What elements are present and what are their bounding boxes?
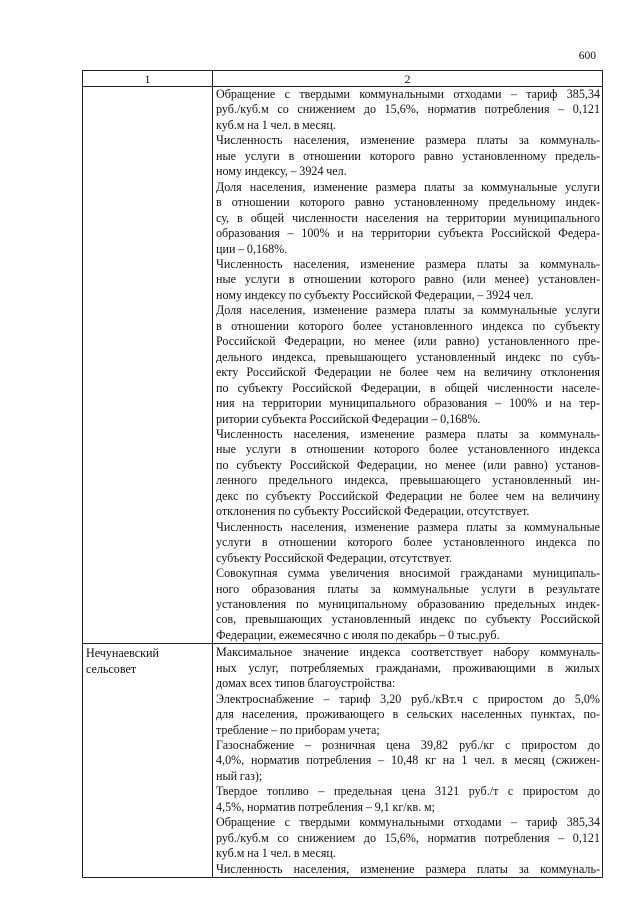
text-line: су, в общей численности населения на территории муниципального xyxy=(216,210,600,225)
text-line: 4,0%, норматив потребления – 10,48 кг на 1 чел. в месяц (сжижен- xyxy=(216,753,600,768)
column-header-2: 2 xyxy=(213,71,603,87)
text-line: Обращение с твердыми коммунальными отходами – тариф 385,34 xyxy=(216,87,600,101)
description-cell xyxy=(213,87,603,644)
text-line: требление – по приборам учета; xyxy=(216,722,380,737)
text-line: Совокупная сумма увеличения вносимой гражданами муниципаль- xyxy=(216,566,600,581)
text-line: ному индексу, – 3924 чел. xyxy=(216,164,347,179)
text-line: 4,5%, норматив потребления – 9,1 кг/кв. м; xyxy=(216,799,435,814)
text-line: отклонения по субъекту Российской Федерации, отсутствует. xyxy=(216,504,530,519)
table-row xyxy=(83,644,603,878)
municipality-cell xyxy=(83,644,213,878)
text-line: Численность населения, изменение размера платы за коммуналь- xyxy=(216,861,600,876)
text-line: для населения, проживающего в сельских населенных пунктах, по- xyxy=(216,707,600,722)
text-line: Численность населения, изменение размера платы за коммуналь- xyxy=(216,256,600,271)
text-line: Федерации, ежемесячно с июля по декабрь – 0 тыс.руб. xyxy=(216,627,500,642)
text-line: ные услуги в отношении которого более установленного индекса xyxy=(216,442,600,457)
text-line: Численность населения, изменение размера платы за коммуналь- xyxy=(216,426,600,441)
text-line: субъекту Российской Федерации, отсутствует. xyxy=(216,550,452,565)
text-line: Максимальное значение индекса соответствует набору коммуналь- xyxy=(216,645,600,660)
description-text xyxy=(216,644,600,877)
text-line: в отношении которого более установленного индекса по субъекту xyxy=(216,318,600,333)
text-line: по субъекту Российской Федерации, в общей численности населе- xyxy=(216,380,600,395)
text-line: в отношении которого равно установленному предельному индек- xyxy=(216,195,600,210)
column-header-1: 1 xyxy=(83,71,213,87)
text-line: ный газ); xyxy=(216,768,263,783)
text-line: ции – 0,168%. xyxy=(216,241,288,256)
text-line: екту Российской Федерации не более чем на величину отклонения xyxy=(216,365,600,380)
text-line: установления по муниципальному образованию предельных индек- xyxy=(216,596,600,611)
text-line: ные услуги в отношении которого равно (или менее) установлен- xyxy=(216,272,600,287)
page-number: 600 xyxy=(578,50,596,62)
text-line: Газоснабжение – розничная цена 39,82 руб./кг с приростом до xyxy=(216,738,600,753)
text-line: по субъекту Российской Федерации, но менее (или равно) установ- xyxy=(216,457,600,472)
text-line: Обращение с твердыми коммунальными отходами – тариф 385,34 xyxy=(216,815,600,830)
text-line: ленного предельного индекса, превышающего установленный ин- xyxy=(216,473,600,488)
table-header-row xyxy=(83,71,603,87)
text-line: услуги в отношении которого более установленного индекса по xyxy=(216,535,600,550)
text-line: руб./куб.м со снижением до 15,6%, норматив потребления – 0,121 xyxy=(216,830,600,845)
text-line: декс по субъекту Российской Федерации не более чем на величину xyxy=(216,488,600,503)
text-line: сов, превышающих установленный индекс по субъекту Российской xyxy=(216,612,600,627)
text-line: ритории субъекта Российской Федерации – 0,168%. xyxy=(216,411,481,426)
text-line: руб./куб.м со снижением до 15,6%, норматив потребления – 0,121 xyxy=(216,102,600,117)
description-cell xyxy=(213,644,603,878)
text-line: Электроснабжение – тариф 3,20 руб./кВт.ч с приростом до 5,0% xyxy=(216,691,600,706)
municipality-name-line: Нечунаевский xyxy=(86,646,159,661)
text-line: ния на территории муниципального образования – 100% и на тер- xyxy=(216,396,600,411)
text-line: дельного индекса, превышающего установленный индекс по субъ- xyxy=(216,349,600,364)
text-line: домах всех типов благоустройства: xyxy=(216,676,396,691)
table-row xyxy=(83,87,603,644)
text-line: ных услуг, потребляемых гражданами, проживающими в жилых xyxy=(216,660,600,675)
description-text xyxy=(216,87,600,643)
text-line: ного образования платы за коммунальные услуги в результате xyxy=(216,581,600,596)
text-line: куб.м на 1 чел. в месяц. xyxy=(216,117,336,132)
municipality-cell xyxy=(83,87,213,644)
municipality-name-line: сельсовет xyxy=(86,661,137,676)
text-line: образования – 100% и на территории субъекта Российской Федера- xyxy=(216,226,600,241)
text-line: куб.м на 1 чел. в месяц. xyxy=(216,846,336,861)
text-line: ному индексу по субъекту Российской Федерации, – 3924 чел. xyxy=(216,287,534,302)
text-line: ные услуги в отношении которого равно установленному предель- xyxy=(216,148,600,163)
text-line: Доля населения, изменение размера платы за коммунальные услуги xyxy=(216,179,600,194)
text-line: Российской Федерации, но менее (или равно) установленного пре- xyxy=(216,334,600,349)
text-line: Численность населения, изменение размера платы за коммуналь- xyxy=(216,133,600,148)
municipality-name xyxy=(86,644,210,677)
text-line: Доля населения, изменение размера платы за коммунальные услуги xyxy=(216,303,600,318)
text-line: Численность населения, изменение размера платы за коммунальные xyxy=(216,519,600,534)
document-table xyxy=(82,70,603,878)
text-line: Твердое топливо – предельная цена 3121 руб./т с приростом до xyxy=(216,784,600,799)
